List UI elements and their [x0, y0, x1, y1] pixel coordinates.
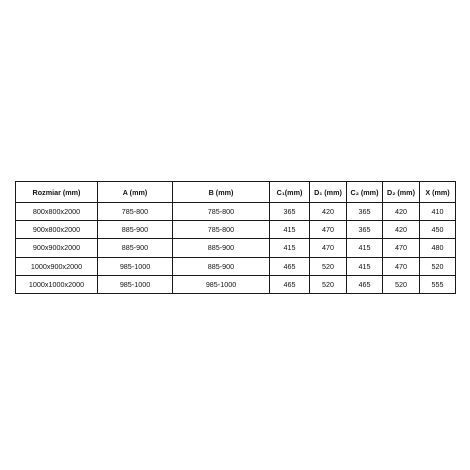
cell-a: 885-900	[98, 239, 173, 257]
cell-c2: 365	[347, 203, 383, 221]
cell-c2: 415	[347, 257, 383, 275]
cell-c2: 415	[347, 239, 383, 257]
cell-d2: 520	[383, 275, 420, 293]
cell-a: 885-900	[98, 221, 173, 239]
cell-c2: 365	[347, 221, 383, 239]
header-size: Rozmiar (mm)	[16, 182, 98, 203]
cell-size: 1000x900x2000	[16, 257, 98, 275]
header-c1: C₁(mm)	[270, 182, 310, 203]
cell-b: 885-900	[173, 239, 270, 257]
cell-d2: 420	[383, 221, 420, 239]
cell-b: 985-1000	[173, 275, 270, 293]
cell-d2: 470	[383, 239, 420, 257]
table-row	[16, 239, 456, 257]
cell-b: 885-900	[173, 257, 270, 275]
header-a: A (mm)	[98, 182, 173, 203]
header-b: B (mm)	[173, 182, 270, 203]
cell-b: 785-800	[173, 221, 270, 239]
cell-c1: 465	[270, 275, 310, 293]
cell-d1: 470	[310, 239, 347, 257]
cell-x: 520	[420, 257, 456, 275]
header-c2: C₂ (mm)	[347, 182, 383, 203]
dimensions-table	[15, 181, 456, 294]
cell-d1: 470	[310, 221, 347, 239]
cell-d1: 420	[310, 203, 347, 221]
cell-d1: 520	[310, 275, 347, 293]
cell-size: 900x900x2000	[16, 239, 98, 257]
cell-a: 985-1000	[98, 257, 173, 275]
header-d2: D₂ (mm)	[383, 182, 420, 203]
table-header-row	[16, 182, 456, 203]
cell-size: 1000x1000x2000	[16, 275, 98, 293]
table-row	[16, 203, 456, 221]
cell-d1: 520	[310, 257, 347, 275]
cell-c1: 415	[270, 221, 310, 239]
cell-d2: 420	[383, 203, 420, 221]
dimensions-table-container	[15, 181, 455, 294]
table-row	[16, 221, 456, 239]
cell-c2: 465	[347, 275, 383, 293]
cell-b: 785-800	[173, 203, 270, 221]
cell-d2: 470	[383, 257, 420, 275]
cell-x: 480	[420, 239, 456, 257]
cell-size: 800x800x2000	[16, 203, 98, 221]
header-x: X (mm)	[420, 182, 456, 203]
table-row	[16, 257, 456, 275]
cell-a: 785-800	[98, 203, 173, 221]
cell-x: 410	[420, 203, 456, 221]
cell-a: 985-1000	[98, 275, 173, 293]
cell-c1: 465	[270, 257, 310, 275]
cell-x: 555	[420, 275, 456, 293]
cell-x: 450	[420, 221, 456, 239]
header-d1: D₁ (mm)	[310, 182, 347, 203]
cell-c1: 415	[270, 239, 310, 257]
table-row	[16, 275, 456, 293]
cell-c1: 365	[270, 203, 310, 221]
cell-size: 900x800x2000	[16, 221, 98, 239]
